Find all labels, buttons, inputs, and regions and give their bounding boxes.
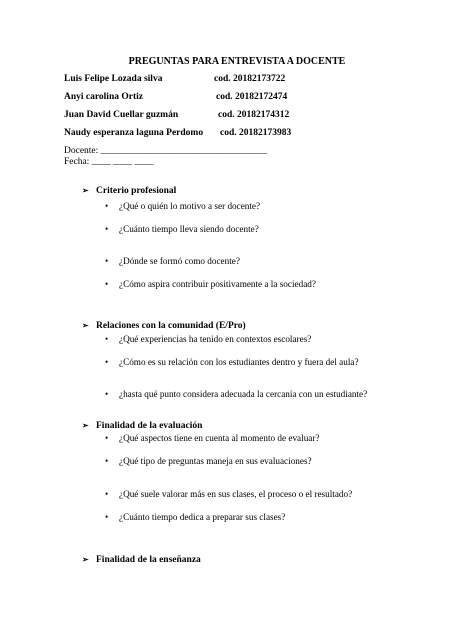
- student-name: Luis Felipe Lozada silva: [64, 74, 163, 84]
- question-text: ¿Qué tipo de preguntas maneja en sus evaluaciones?: [119, 456, 312, 466]
- round-bullet-icon: •: [105, 456, 109, 466]
- list-item: [105, 489, 352, 499]
- round-bullet-icon: •: [105, 279, 109, 289]
- arrowhead-bullet-icon: ➢: [82, 186, 89, 195]
- question-text: ¿Qué o quién lo motivo a ser docente?: [119, 201, 261, 211]
- section-heading: [82, 421, 202, 431]
- list-item: [105, 389, 367, 399]
- list-item: [105, 334, 311, 344]
- arrowhead-bullet-icon: ➢: [82, 555, 89, 564]
- question-text: ¿hasta qué punto considera adecuada la cercanía con un estudiante?: [119, 389, 368, 399]
- student-code: cod. 20182172474: [216, 92, 288, 102]
- docente-field: Docente: ___________________________________: [64, 146, 267, 156]
- list-item: [105, 357, 359, 367]
- section-title: Finalidad de la evaluación: [96, 421, 203, 431]
- round-bullet-icon: •: [105, 433, 109, 443]
- section-heading: [82, 555, 201, 565]
- list-item: [105, 433, 320, 443]
- question-text: ¿Cómo es su relación con los estudiantes dentro y fuera del aula?: [119, 357, 359, 367]
- question-text: ¿Cuánto tiempo lleva siendo docente?: [119, 224, 259, 234]
- round-bullet-icon: •: [105, 334, 109, 344]
- section-heading: [82, 321, 246, 331]
- section-heading: [82, 186, 176, 196]
- round-bullet-icon: •: [105, 256, 109, 266]
- list-item: [105, 256, 240, 266]
- round-bullet-icon: •: [105, 389, 109, 399]
- student-name: Juan David Cuellar guzmán: [64, 110, 179, 120]
- list-item: [105, 224, 259, 234]
- student-name: Naudy esperanza laguna Perdomo: [64, 128, 204, 138]
- list-item: [105, 201, 260, 211]
- section-title: Finalidad de la enseñanza: [96, 555, 201, 565]
- question-text: ¿Dónde se formó como docente?: [119, 256, 240, 266]
- question-text: ¿Qué aspectos tiene en cuenta al momento de evaluar?: [119, 433, 320, 443]
- student-code: cod. 20182173983: [220, 128, 292, 138]
- round-bullet-icon: •: [105, 224, 109, 234]
- list-item: [105, 279, 316, 289]
- question-text: ¿Qué suele valorar más en sus clases, el proceso o el resultado?: [119, 489, 353, 499]
- list-item: [105, 456, 312, 466]
- arrowhead-bullet-icon: ➢: [82, 321, 89, 330]
- list-item: [105, 512, 285, 522]
- student-code: cod. 20182173722: [214, 74, 286, 84]
- student-code: cod. 20182174312: [218, 110, 290, 120]
- round-bullet-icon: •: [105, 512, 109, 522]
- round-bullet-icon: •: [105, 489, 109, 499]
- question-text: ¿Cuánto tiempo dedica a preparar sus clases?: [119, 512, 286, 522]
- question-text: ¿Qué experiencias ha tenido en contextos escolares?: [119, 334, 312, 344]
- arrowhead-bullet-icon: ➢: [82, 421, 89, 430]
- fecha-field: Fecha: ____ ____ ____: [64, 157, 154, 167]
- page-title: PREGUNTAS PARA ENTREVISTA A DOCENTE: [128, 56, 346, 67]
- round-bullet-icon: •: [105, 357, 109, 367]
- student-name: Anyi carolina Ortiz: [64, 92, 143, 102]
- question-text: ¿Cómo aspira contribuir positivamente a la sociedad?: [119, 279, 316, 289]
- section-title: Relaciones con la comunidad (E/Pro): [96, 321, 246, 331]
- round-bullet-icon: •: [105, 201, 109, 211]
- section-title: Criterio profesional: [96, 186, 177, 196]
